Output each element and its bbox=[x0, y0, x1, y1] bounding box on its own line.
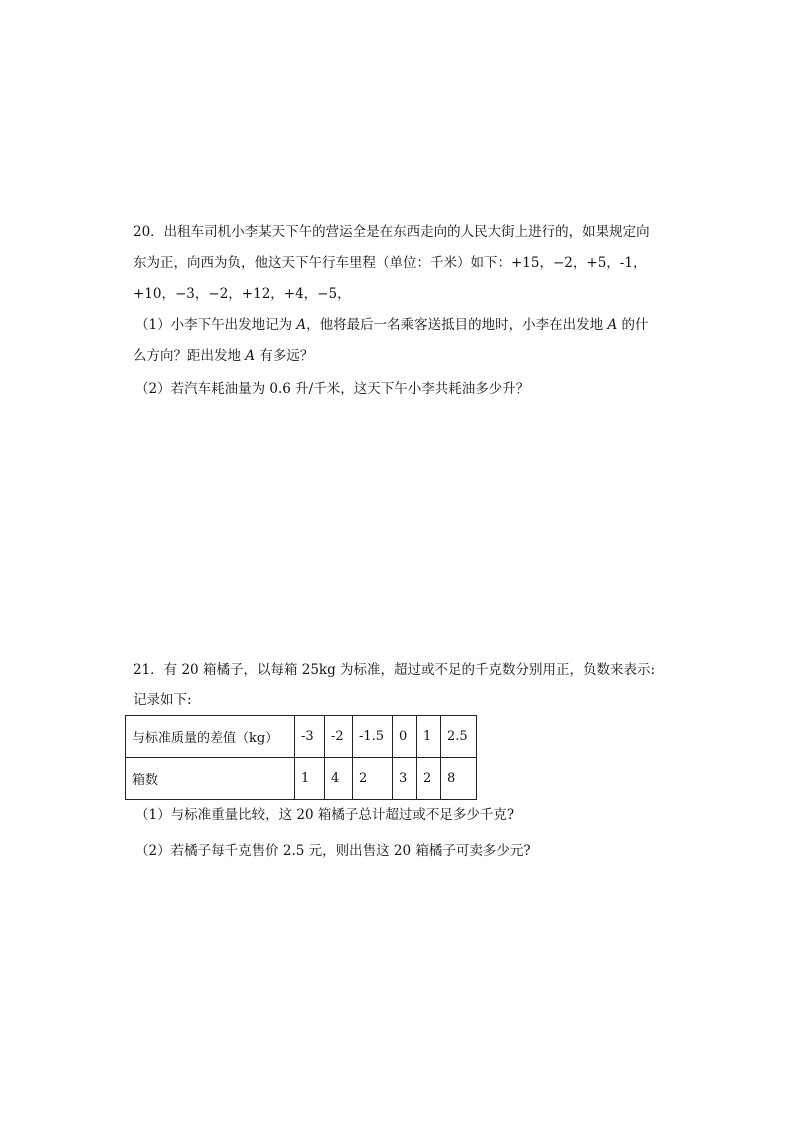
q21-sub1: （1）与标准重量比较，这 20 箱橘子总计超过或不足多少千克? bbox=[135, 807, 515, 823]
table-cell: 2 bbox=[417, 758, 441, 800]
q20-sub1-line-2 bbox=[133, 347, 313, 365]
q20-stem-line-1: 20．出租车司机小李某天下午的营运全是在东西走向的人民大街上进行的，如果规定向 bbox=[133, 224, 650, 240]
table-cell: -3 bbox=[295, 716, 325, 758]
q20-sub2: （2）若汽车耗油量为 0.6 升/千米，这天下午小李共耗油多少升？ bbox=[135, 381, 530, 397]
table-row bbox=[126, 716, 477, 758]
table-cell: 2.5 bbox=[441, 716, 477, 758]
q20-sub1-line2-var: A bbox=[245, 348, 256, 364]
q20-sub1-text-c: 的什 bbox=[617, 317, 649, 333]
q20-sub1-line-1 bbox=[135, 316, 648, 334]
table-cell: 0 bbox=[393, 716, 417, 758]
q20-sub1-text-a: （1）小李下午出发地记为 bbox=[135, 317, 297, 333]
table-row bbox=[126, 758, 477, 800]
table-cell: 1 bbox=[417, 716, 441, 758]
q20-sub1-var: A bbox=[296, 317, 307, 333]
table-cell: -1.5 bbox=[353, 716, 393, 758]
q20-sub1-var2: A bbox=[607, 317, 618, 333]
q20-sub1-line2-text-a: 么方向？距出发地 bbox=[133, 348, 246, 364]
table-cell: 4 bbox=[325, 758, 353, 800]
q20-sub1-line2-text-b: 有多远？ bbox=[255, 348, 314, 364]
q21-data-table bbox=[125, 715, 477, 800]
table-row-label: 与标准质量的差值（kg） bbox=[126, 716, 295, 758]
table-cell: 8 bbox=[441, 758, 477, 800]
table-cell: 2 bbox=[353, 758, 393, 800]
table-cell: -2 bbox=[325, 716, 353, 758]
q21-stem-line-2: 记录如下: bbox=[133, 692, 192, 708]
q20-stem-line-3: +10，−3，−2，+12，+4，−5， bbox=[133, 286, 351, 302]
table-cell: 1 bbox=[295, 758, 325, 800]
q20-sub1-text-b: ，他将最后一名乘客送抵目的地时，小李在出发地 bbox=[306, 317, 608, 333]
q20-stem-line-2: 东为正，向西为负，他这天下午行车里程（单位：千米）如下：+15，−2，+5，-1， bbox=[133, 255, 647, 271]
table-cell: 3 bbox=[393, 758, 417, 800]
table-row-label: 箱数 bbox=[126, 758, 295, 800]
q21-sub2: （2）若橘子每千克售价 2.5 元，则出售这 20 箱橘子可卖多少元? bbox=[135, 843, 531, 859]
q21-stem-line-1: 21．有 20 箱橘子，以每箱 25kg 为标准，超过或不足的千克数分别用正，负数来表示: bbox=[133, 662, 656, 678]
